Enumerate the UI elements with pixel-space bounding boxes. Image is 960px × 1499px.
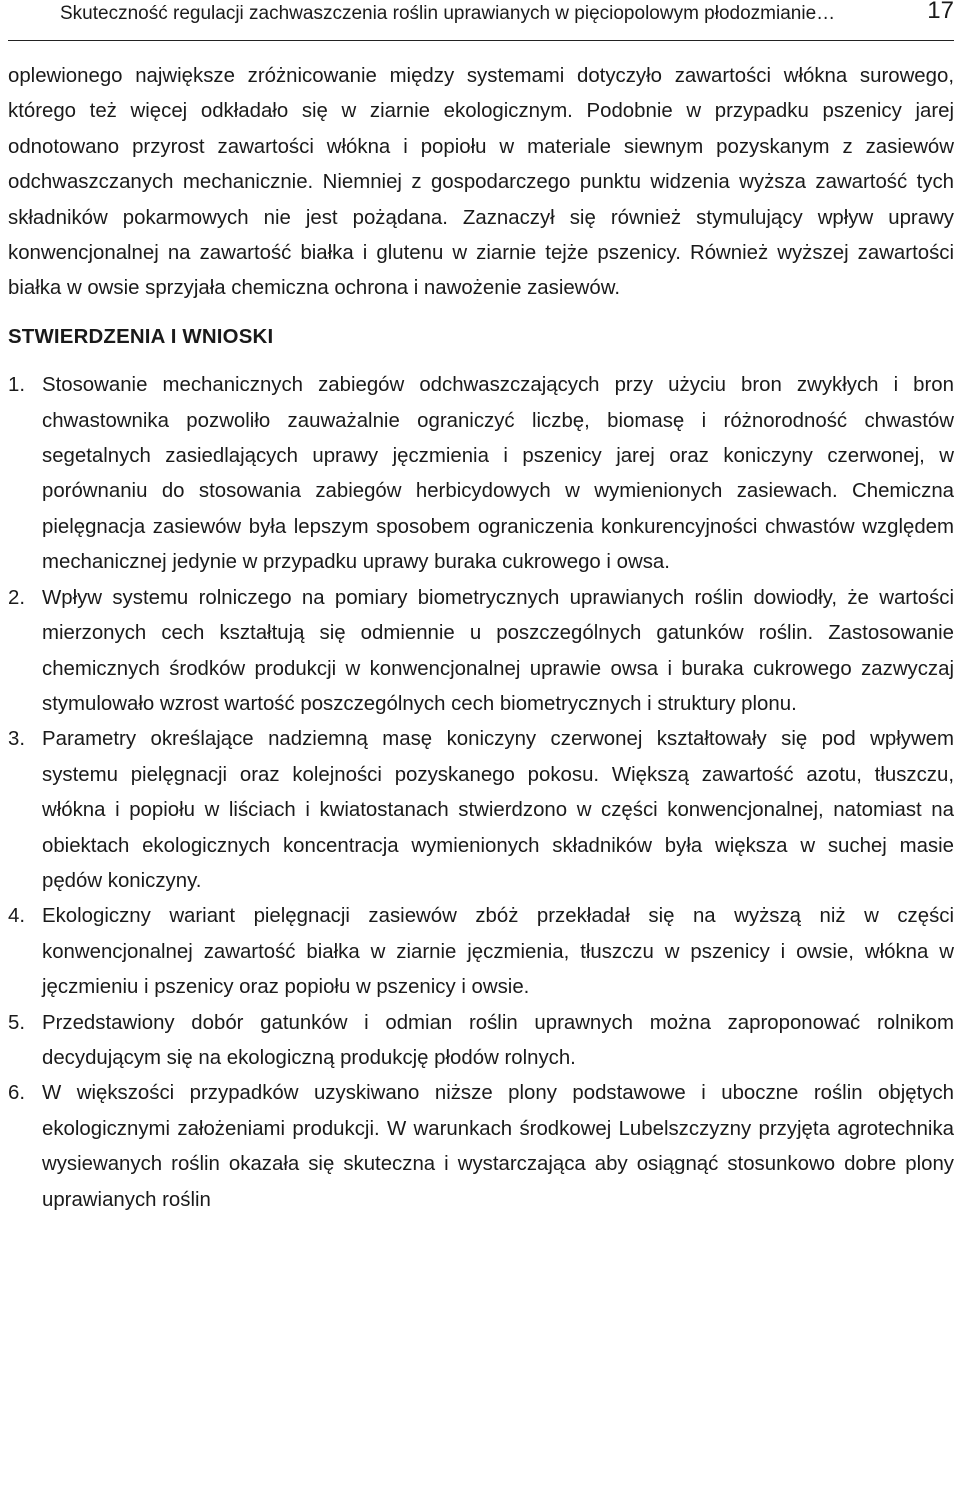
conclusion-number: 6. [8,1082,26,1105]
conclusion-number: 4. [8,905,26,928]
running-header [8,0,954,41]
conclusion-item [8,1006,954,1077]
conclusion-number: 5. [8,1011,26,1034]
conclusion-text: Przedstawiony dobór gatunków i odmian roślin uprawnych można zaproponować rolnikom decydującym się na ekologiczną produkcję płodów rolnych. [42,1011,954,1069]
document-page [8,0,954,1218]
conclusion-text: W większości przypadków uzyskiwano niższe plony podstawowe i uboczne roślin objętych ekologicznymi założeniami produkcji. W warunkach środkowej Lubelszczyzny przyjęta agrotechnika wysiewanych roślin okazała się skuteczna i wystarczająca aby osiągnąć stosunkowo dobre plony uprawianych roślin [42,1082,954,1211]
conclusion-text: Wpływ systemu rolniczego na pomiary biometrycznych uprawianych roślin dowiodły, że wartości mierzonych cech kształtują się odmiennie u poszczególnych gatunków roślin. Zastosowanie chemicznych środków produkcji w konwencjonalnej uprawie owsa i buraka cukrowego zazwyczaj stymulowało wzrost wartość poszczególnych cech biometrycznych i struktury plonu. [42,586,954,715]
body-text [8,59,954,1218]
conclusion-text: Stosowanie mechanicznych zabiegów odchwaszczających przy użyciu bron zwykłych i bron chwastownika pozwoliło zauważalnie ograniczyć liczbę, biomasę i różnorodność chwastów segetalnych zasiedlających uprawy jęczmienia i pszenicy jarej oraz koniczyny czerwonej, w porównaniu do stosowania zabiegów herbicydowych w wymienionych zasiewach. Chemiczna pielęgnacja zasiewów była lepszym sposobem ograniczenia konkurencyjności chwastów względem mechanicznej jedynie w przypadku uprawy buraka cukrowego i owsa. [42,374,954,574]
intro-paragraph: oplewionego największe zróżnicowanie między systemami dotyczyło zawartości włókna surowego, którego też więcej odkładało się w ziarnie ekologicznym. Podobnie w przypadku pszenicy jarej odnotowano przyrost zawartości włókna i popiołu w materiale siewnym pozyskanym z zasiewów odchwaszczanych mechanicznie. Niemniej z gospodarczego punktu widzenia wyższa zawartość tych składników pokarmowych nie jest pożądana. Zaznaczył się również stymulujący wpływ uprawy konwencjonalnej na zawartość białka i glutenu w ziarnie tejże pszenicy. Również wyższej zawartości białka w owsie sprzyjała chemiczna ochrona i nawożenie zasiewów. [8,65,954,300]
conclusion-item [8,581,954,723]
conclusion-number: 3. [8,728,26,751]
conclusion-text: Ekologiczny wariant pielęgnacji zasiewów zbóż przekładał się na wyższą niż w części konwencjonalnej zawartość białka w ziarnie jęczmienia, tłuszczu w pszenicy i owsie, włókna w jęczmieniu i pszenicy oraz popiołu w pszenicy i owsie. [42,905,954,999]
conclusion-item [8,1076,954,1218]
page-number: 17 [927,0,954,24]
running-title: Skuteczność regulacji zachwaszczenia roślin uprawianych w pięciopolowym płodozmianie… [60,3,836,24]
conclusion-number: 2. [8,586,26,609]
conclusion-item [8,368,954,580]
conclusion-item [8,899,954,1005]
section-heading: STWIERDZENIA I WNIOSKI [8,325,274,348]
conclusions-list [8,368,954,1218]
conclusion-number: 1. [8,374,26,397]
conclusion-item [8,722,954,899]
conclusion-text: Parametry określające nadziemną masę koniczyny czerwonej kształtowały się pod wpływem systemu pielęgnacji oraz kolejności pozyskanego pokosu. Większą zawartość azotu, tłuszczu, włókna i popiołu w liściach i kwiatostanach stwierdzono w części konwencjonalnej, natomiast na obiektach ekologicznych koncentracja wymienionych składników była większa w suchej masie pędów koniczyny. [42,728,954,892]
